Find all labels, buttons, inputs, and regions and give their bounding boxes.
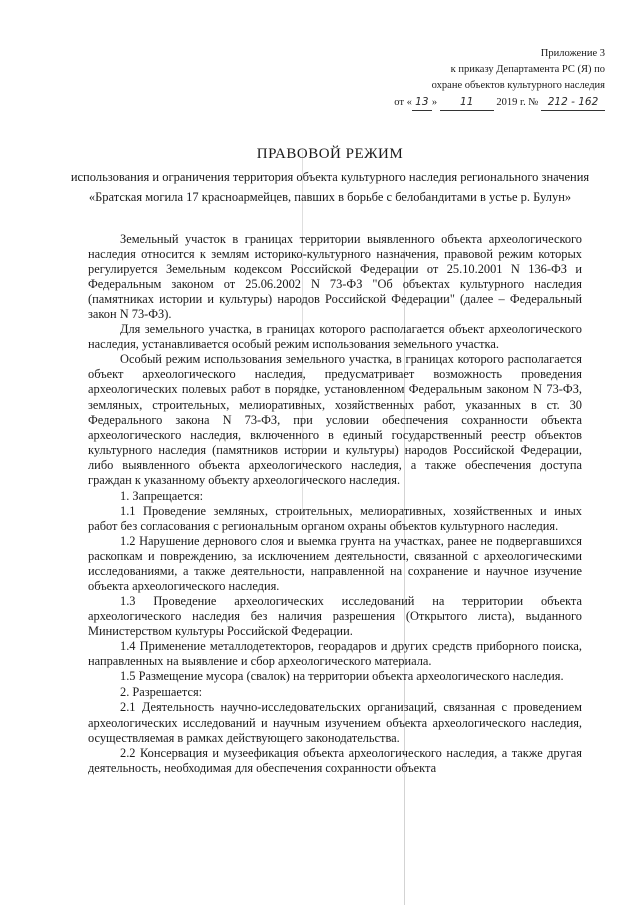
section-heading: 1. Запрещается: — [120, 488, 204, 503]
appendix-line-3: охране объектов культурного наследия — [431, 80, 605, 91]
list-item: 1.2 Нарушение дернового слоя и выемка грунта на участках, ранее не подвергавшихся раскопкам и повреждению, за исключением деятельности, связанной с археологическими исследованиями, а также деятельности, направленной на сохранение и научное изучение объекта археологического наследия. — [88, 533, 582, 594]
appendix-line-2: к приказу Департамента РС (Я) по — [450, 64, 605, 75]
date-day: 13 — [412, 94, 432, 111]
date-month: 11 — [440, 94, 494, 111]
appendix-date-line — [394, 94, 605, 111]
list-item: 1.3 Проведение археологических исследований на территории объекта археологического наследия без наличия разрешения (Открытого листа), выданного Министерством культуры Российской Федерации. — [88, 594, 582, 639]
list-item: 1.4 Применение металлодетекторов, георадаров и других средств приборного поиска, направленных на выявление и сбор археологического материала. — [88, 639, 582, 669]
section-heading: 2. Разрешается: — [120, 685, 203, 700]
list-item: 1.1 Проведение земляных, строительных, мелиоративных, хозяйственных и иных работ без согласования с региональным органом охраны объектов культурного наследия. — [88, 503, 582, 533]
list-item: 1.5 Размещение мусора (свалок) на территории объекта археологического наследия. — [120, 669, 564, 684]
document-title: ПРАВОВОЙ РЕЖИМ — [256, 146, 404, 162]
date-mid: » — [431, 97, 438, 108]
document-subtitle: использования и ограничения территория объекта культурного наследия регионального значения — [70, 170, 590, 184]
document-body — [88, 232, 582, 776]
date-year: 2019 г. № — [496, 97, 539, 108]
paragraph: Особый режим использования земельного участка, в границах которого располагается объект археологического наследия, предусматривает возможность проведения археологических полевых работ в порядке, установленном Федеральным законом N 73-ФЗ, земляных, строительных, мелиоративных, хозяйственных работ, указанных в ст. 30 Федерального закона N 73-ФЗ, при условии обеспечения сохранности объекта археологического наследия, включенного в единый государственный реестр объектов культурного наследия (памятников истории и культуры) народов Российской Федерации, либо выявленного объекта археологического наследия, а также обеспечения доступа граждан к указанному объекту археологического наследия. — [88, 352, 582, 487]
object-name: «Братская могила 17 красноармейцев, павших в борьбе с белобандитами в устье р. Булун» — [88, 190, 572, 204]
list-item: 2.1 Деятельность научно-исследовательских организаций, связанная с проведением археологических исследований и научным изучением объекта археологического наследия, осуществляемая в рамках действующего законодательства. — [88, 700, 582, 745]
order-number: 212 - 162 — [541, 94, 605, 111]
list-item: 2.2 Консервация и музеефикация объекта археологического наследия, а также другая деятельность, необходимая для обеспечения сохранности объекта — [88, 745, 582, 775]
paragraph: Земельный участок в границах территории выявленного объекта археологического наследия относится к землям историко-культурного назначения, правовой режим которых регулируется Земельным кодексом Российской Федерации от 25.10.2001 N 136-ФЗ и Федеральным законом от 25.06.2002 N 73-ФЗ "Об объектах культурного наследия (памятниках истории и культуры) народов Российской Федерации" (далее – Федеральный закон N 73-ФЗ). — [88, 232, 582, 322]
appendix-header — [394, 46, 605, 111]
appendix-line-1: Приложение 3 — [540, 48, 605, 59]
paragraph: Для земельного участка, в границах которого располагается объект археологического наследия, устанавливается особый режим использования земельного участка. — [88, 322, 582, 352]
title-block — [70, 146, 590, 205]
date-prefix: от « — [394, 97, 412, 108]
